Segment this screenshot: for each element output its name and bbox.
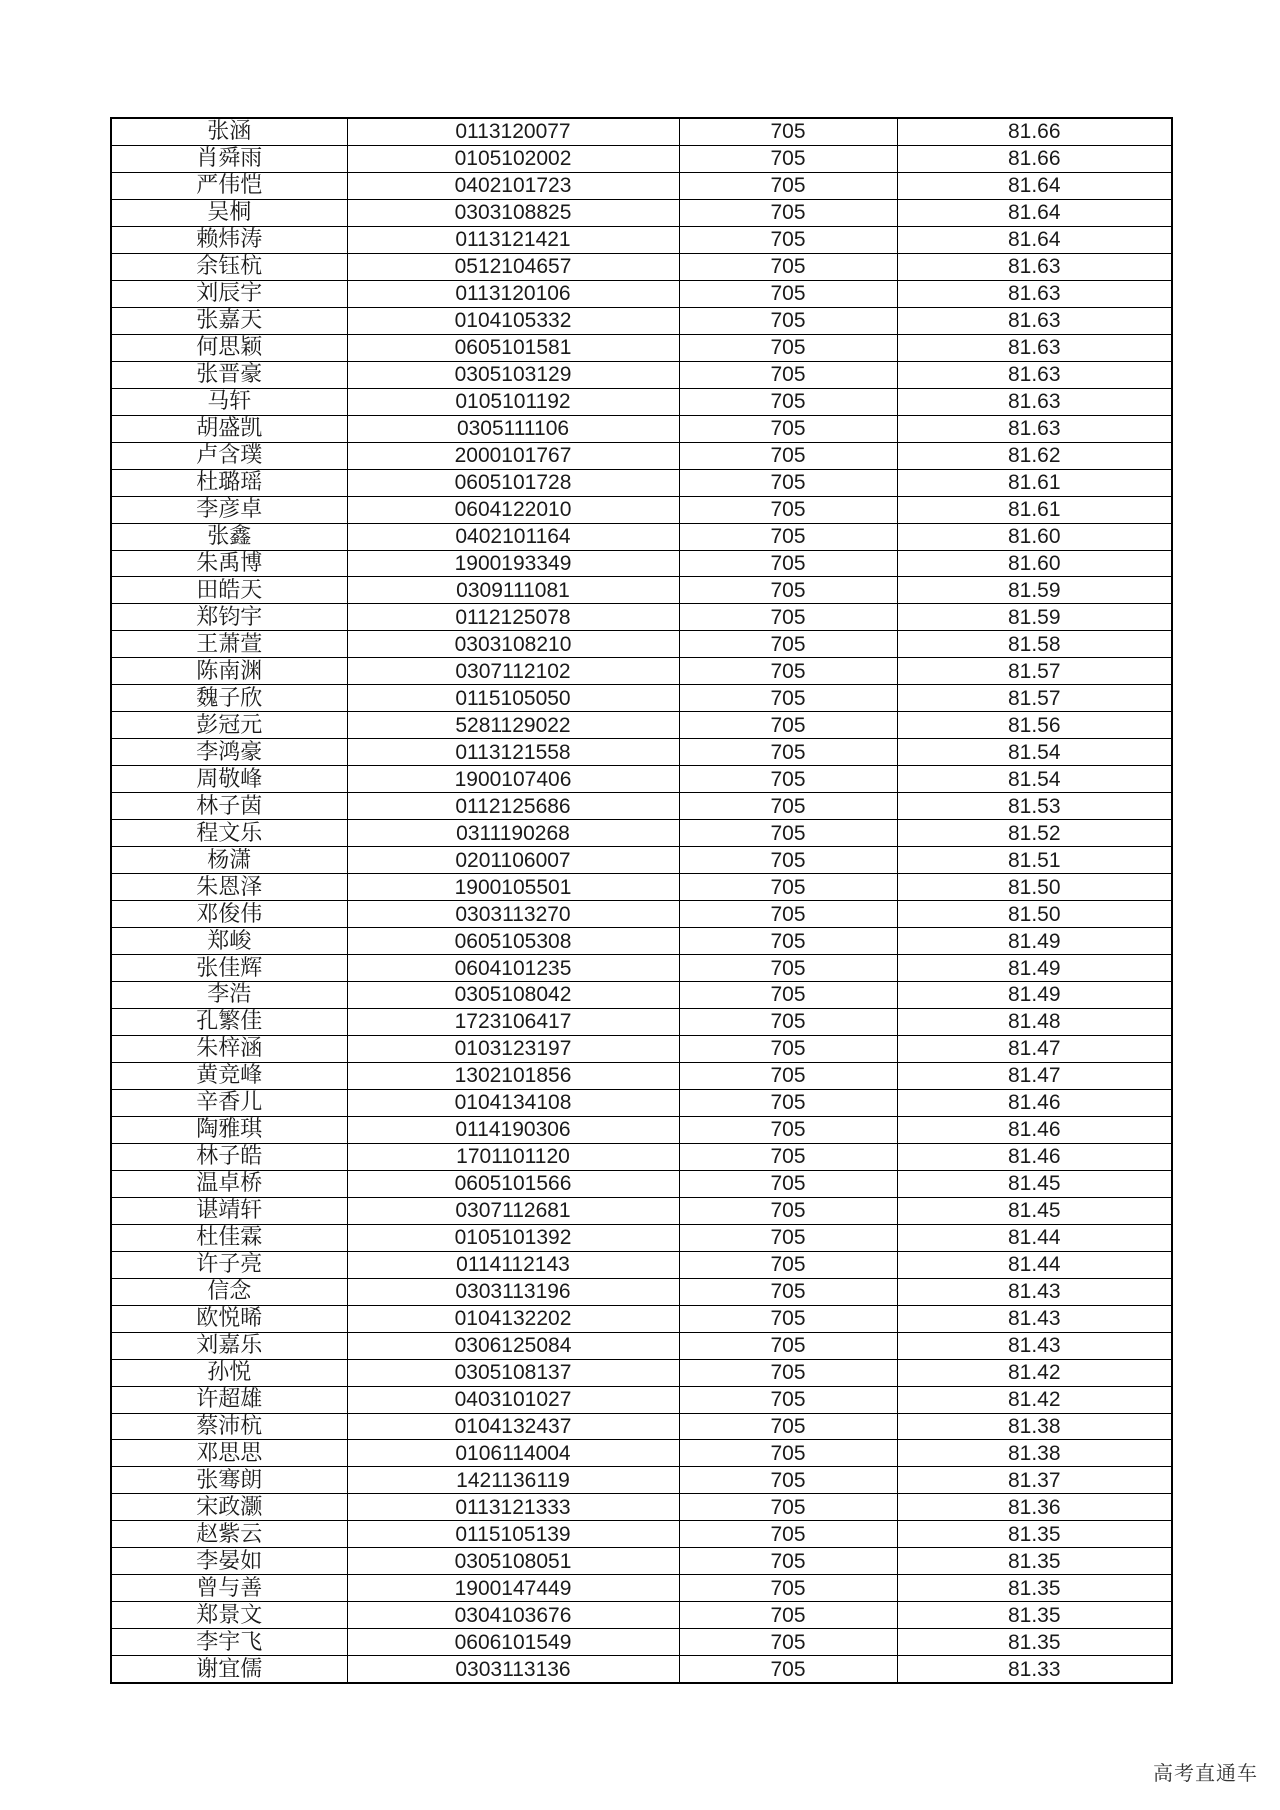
cell-exam-id: 1723106417 [347, 1008, 679, 1035]
cell-name: 田皓天 [111, 577, 347, 604]
table-row [111, 307, 1172, 334]
cell-code: 705 [679, 982, 897, 1009]
cell-code: 705 [679, 334, 897, 361]
table-row [111, 118, 1172, 145]
cell-score: 81.57 [897, 658, 1172, 685]
table-row [111, 1197, 1172, 1224]
cell-code: 705 [679, 928, 897, 955]
cell-code: 705 [679, 469, 897, 496]
cell-name: 魏子欣 [111, 685, 347, 712]
table-row [111, 1035, 1172, 1062]
cell-score: 81.43 [897, 1278, 1172, 1305]
table-row [111, 1116, 1172, 1143]
cell-name: 杨潇 [111, 847, 347, 874]
cell-name: 李宇飞 [111, 1629, 347, 1656]
cell-code: 705 [679, 1413, 897, 1440]
cell-exam-id: 0402101723 [347, 172, 679, 199]
cell-exam-id: 0605101566 [347, 1170, 679, 1197]
watermark-text: 高考直通车 [1153, 1761, 1258, 1785]
cell-name: 朱禹博 [111, 550, 347, 577]
cell-score: 81.66 [897, 145, 1172, 172]
cell-name: 张涵 [111, 118, 347, 145]
cell-score: 81.44 [897, 1251, 1172, 1278]
cell-exam-id: 0114190306 [347, 1116, 679, 1143]
cell-exam-id: 0104105332 [347, 307, 679, 334]
table-row [111, 253, 1172, 280]
cell-name: 余钰杭 [111, 253, 347, 280]
cell-code: 705 [679, 1035, 897, 1062]
cell-name: 辛香儿 [111, 1089, 347, 1116]
cell-code: 705 [679, 577, 897, 604]
cell-score: 81.49 [897, 982, 1172, 1009]
table-row [111, 388, 1172, 415]
cell-score: 81.62 [897, 442, 1172, 469]
cell-name: 邓思思 [111, 1440, 347, 1467]
table-row [111, 631, 1172, 658]
cell-exam-id: 0403101027 [347, 1386, 679, 1413]
cell-code: 705 [679, 1170, 897, 1197]
cell-score: 81.59 [897, 604, 1172, 631]
cell-name: 刘嘉乐 [111, 1332, 347, 1359]
cell-score: 81.38 [897, 1440, 1172, 1467]
cell-code: 705 [679, 388, 897, 415]
cell-score: 81.46 [897, 1089, 1172, 1116]
table-row [111, 172, 1172, 199]
cell-code: 705 [679, 766, 897, 793]
cell-name: 朱恩泽 [111, 874, 347, 901]
cell-code: 705 [679, 1494, 897, 1521]
cell-exam-id: 1701101120 [347, 1143, 679, 1170]
cell-exam-id: 0113121421 [347, 226, 679, 253]
cell-name: 郑钧宇 [111, 604, 347, 631]
cell-exam-id: 0113120106 [347, 280, 679, 307]
cell-score: 81.58 [897, 631, 1172, 658]
cell-name: 肖舜雨 [111, 145, 347, 172]
table-row [111, 1575, 1172, 1602]
cell-name: 张嘉天 [111, 307, 347, 334]
cell-code: 705 [679, 1359, 897, 1386]
table-row [111, 1008, 1172, 1035]
cell-score: 81.66 [897, 118, 1172, 145]
cell-name: 程文乐 [111, 820, 347, 847]
cell-score: 81.47 [897, 1062, 1172, 1089]
table-row [111, 955, 1172, 982]
cell-score: 81.35 [897, 1575, 1172, 1602]
cell-code: 705 [679, 1305, 897, 1332]
cell-score: 81.35 [897, 1629, 1172, 1656]
cell-code: 705 [679, 1251, 897, 1278]
cell-exam-id: 0305108051 [347, 1548, 679, 1575]
cell-score: 81.36 [897, 1494, 1172, 1521]
cell-name: 陶雅琪 [111, 1116, 347, 1143]
cell-exam-id: 1900147449 [347, 1575, 679, 1602]
cell-score: 81.52 [897, 820, 1172, 847]
cell-exam-id: 1900107406 [347, 766, 679, 793]
cell-score: 81.35 [897, 1602, 1172, 1629]
cell-code: 705 [679, 1008, 897, 1035]
table-row [111, 226, 1172, 253]
cell-code: 705 [679, 1575, 897, 1602]
table-row [111, 361, 1172, 388]
cell-code: 705 [679, 874, 897, 901]
cell-code: 705 [679, 1467, 897, 1494]
cell-code: 705 [679, 1332, 897, 1359]
cell-exam-id: 0604122010 [347, 496, 679, 523]
cell-code: 705 [679, 820, 897, 847]
table-row [111, 1359, 1172, 1386]
cell-name: 张骞朗 [111, 1467, 347, 1494]
cell-code: 705 [679, 1278, 897, 1305]
cell-code: 705 [679, 631, 897, 658]
cell-name: 黄竞峰 [111, 1062, 347, 1089]
cell-score: 81.37 [897, 1467, 1172, 1494]
cell-name: 孙悦 [111, 1359, 347, 1386]
cell-exam-id: 0605101728 [347, 469, 679, 496]
cell-score: 81.42 [897, 1359, 1172, 1386]
table-row [111, 874, 1172, 901]
cell-exam-id: 5281129022 [347, 712, 679, 739]
table-row [111, 820, 1172, 847]
cell-exam-id: 0306125084 [347, 1332, 679, 1359]
table-row [111, 1467, 1172, 1494]
cell-exam-id: 0112125078 [347, 604, 679, 631]
cell-code: 705 [679, 172, 897, 199]
cell-score: 81.53 [897, 793, 1172, 820]
cell-name: 彭冠元 [111, 712, 347, 739]
cell-name: 谌靖轩 [111, 1197, 347, 1224]
cell-code: 705 [679, 118, 897, 145]
cell-name: 杜璐瑶 [111, 469, 347, 496]
cell-name: 李浩 [111, 982, 347, 1009]
cell-score: 81.64 [897, 226, 1172, 253]
cell-code: 705 [679, 145, 897, 172]
cell-exam-id: 0303108210 [347, 631, 679, 658]
table-row [111, 199, 1172, 226]
table-row [111, 1251, 1172, 1278]
cell-name: 李晏如 [111, 1548, 347, 1575]
cell-score: 81.38 [897, 1413, 1172, 1440]
cell-score: 81.47 [897, 1035, 1172, 1062]
cell-score: 81.61 [897, 496, 1172, 523]
cell-name: 谢宜儒 [111, 1656, 347, 1683]
cell-name: 许超雄 [111, 1386, 347, 1413]
cell-name: 宋政灏 [111, 1494, 347, 1521]
cell-exam-id: 0112125686 [347, 793, 679, 820]
cell-exam-id: 0105101392 [347, 1224, 679, 1251]
cell-score: 81.63 [897, 415, 1172, 442]
cell-exam-id: 0305111106 [347, 415, 679, 442]
cell-score: 81.44 [897, 1224, 1172, 1251]
cell-score: 81.61 [897, 469, 1172, 496]
cell-name: 郑景文 [111, 1602, 347, 1629]
cell-score: 81.51 [897, 847, 1172, 874]
cell-score: 81.63 [897, 388, 1172, 415]
cell-code: 705 [679, 1089, 897, 1116]
cell-code: 705 [679, 523, 897, 550]
cell-score: 81.46 [897, 1116, 1172, 1143]
cell-score: 81.33 [897, 1656, 1172, 1683]
table-row [111, 1386, 1172, 1413]
cell-exam-id: 0311190268 [347, 820, 679, 847]
cell-name: 欧悦晞 [111, 1305, 347, 1332]
cell-score: 81.63 [897, 334, 1172, 361]
cell-exam-id: 0114112143 [347, 1251, 679, 1278]
cell-exam-id: 0605105308 [347, 928, 679, 955]
table-row [111, 982, 1172, 1009]
cell-score: 81.45 [897, 1170, 1172, 1197]
table-row [111, 1143, 1172, 1170]
cell-name: 郑峻 [111, 928, 347, 955]
cell-code: 705 [679, 1521, 897, 1548]
cell-name: 蔡沛杭 [111, 1413, 347, 1440]
cell-code: 705 [679, 1116, 897, 1143]
cell-score: 81.60 [897, 550, 1172, 577]
cell-exam-id: 0305108042 [347, 982, 679, 1009]
cell-exam-id: 0104132202 [347, 1305, 679, 1332]
cell-code: 705 [679, 1386, 897, 1413]
table-row [111, 685, 1172, 712]
cell-score: 81.56 [897, 712, 1172, 739]
cell-exam-id: 0113121558 [347, 739, 679, 766]
table-row [111, 793, 1172, 820]
cell-exam-id: 1421136119 [347, 1467, 679, 1494]
cell-score: 81.46 [897, 1143, 1172, 1170]
table-row [111, 1494, 1172, 1521]
cell-exam-id: 0115105139 [347, 1521, 679, 1548]
table-row [111, 928, 1172, 955]
cell-code: 705 [679, 658, 897, 685]
cell-exam-id: 1900105501 [347, 874, 679, 901]
cell-name: 刘辰宇 [111, 280, 347, 307]
cell-exam-id: 0606101549 [347, 1629, 679, 1656]
cell-score: 81.60 [897, 523, 1172, 550]
cell-score: 81.54 [897, 739, 1172, 766]
cell-exam-id: 1900193349 [347, 550, 679, 577]
cell-exam-id: 0512104657 [347, 253, 679, 280]
cell-score: 81.43 [897, 1332, 1172, 1359]
table-row [111, 145, 1172, 172]
cell-name: 孔繁佳 [111, 1008, 347, 1035]
cell-score: 81.63 [897, 253, 1172, 280]
cell-score: 81.63 [897, 307, 1172, 334]
table-row [111, 901, 1172, 928]
cell-score: 81.42 [897, 1386, 1172, 1413]
table-row [111, 469, 1172, 496]
cell-score: 81.49 [897, 955, 1172, 982]
cell-code: 705 [679, 955, 897, 982]
cell-name: 张晋豪 [111, 361, 347, 388]
cell-code: 705 [679, 739, 897, 766]
cell-exam-id: 0303113136 [347, 1656, 679, 1683]
cell-name: 吴桐 [111, 199, 347, 226]
cell-name: 林子皓 [111, 1143, 347, 1170]
table-row [111, 739, 1172, 766]
cell-score: 81.48 [897, 1008, 1172, 1035]
cell-name: 朱梓涵 [111, 1035, 347, 1062]
table-row [111, 604, 1172, 631]
table-row [111, 496, 1172, 523]
cell-exam-id: 0305103129 [347, 361, 679, 388]
cell-exam-id: 1302101856 [347, 1062, 679, 1089]
cell-name: 邓俊伟 [111, 901, 347, 928]
cell-code: 705 [679, 226, 897, 253]
cell-score: 81.45 [897, 1197, 1172, 1224]
score-table [110, 117, 1173, 1684]
score-table-body [111, 118, 1172, 1683]
cell-exam-id: 0303108825 [347, 199, 679, 226]
cell-code: 705 [679, 1440, 897, 1467]
cell-code: 705 [679, 1656, 897, 1683]
cell-exam-id: 0605101581 [347, 334, 679, 361]
table-row [111, 712, 1172, 739]
table-row [111, 1656, 1172, 1683]
cell-name: 赖炜涛 [111, 226, 347, 253]
cell-code: 705 [679, 253, 897, 280]
cell-code: 705 [679, 307, 897, 334]
cell-score: 81.43 [897, 1305, 1172, 1332]
table-row [111, 442, 1172, 469]
cell-code: 705 [679, 685, 897, 712]
table-row [111, 1440, 1172, 1467]
cell-exam-id: 0307112681 [347, 1197, 679, 1224]
cell-name: 卢含璞 [111, 442, 347, 469]
table-row [111, 1413, 1172, 1440]
table-row [111, 766, 1172, 793]
cell-score: 81.63 [897, 280, 1172, 307]
cell-code: 705 [679, 712, 897, 739]
table-row [111, 415, 1172, 442]
cell-name: 周敬峰 [111, 766, 347, 793]
cell-score: 81.57 [897, 685, 1172, 712]
cell-code: 705 [679, 550, 897, 577]
table-row [111, 847, 1172, 874]
cell-score: 81.59 [897, 577, 1172, 604]
cell-code: 705 [679, 1224, 897, 1251]
cell-exam-id: 0304103676 [347, 1602, 679, 1629]
cell-exam-id: 0104132437 [347, 1413, 679, 1440]
cell-exam-id: 0309111081 [347, 577, 679, 604]
cell-name: 胡盛凯 [111, 415, 347, 442]
cell-exam-id: 0106114004 [347, 1440, 679, 1467]
table-row [111, 1062, 1172, 1089]
cell-name: 温卓桥 [111, 1170, 347, 1197]
cell-code: 705 [679, 1548, 897, 1575]
cell-exam-id: 0113121333 [347, 1494, 679, 1521]
cell-name: 何思颖 [111, 334, 347, 361]
cell-code: 705 [679, 496, 897, 523]
cell-code: 705 [679, 1602, 897, 1629]
cell-exam-id: 0115105050 [347, 685, 679, 712]
cell-exam-id: 0307112102 [347, 658, 679, 685]
cell-code: 705 [679, 442, 897, 469]
cell-name: 张鑫 [111, 523, 347, 550]
cell-score: 81.54 [897, 766, 1172, 793]
table-row [111, 1224, 1172, 1251]
table-row [111, 1332, 1172, 1359]
cell-code: 705 [679, 415, 897, 442]
cell-name: 张佳辉 [111, 955, 347, 982]
cell-score: 81.64 [897, 199, 1172, 226]
cell-score: 81.35 [897, 1521, 1172, 1548]
cell-exam-id: 0402101164 [347, 523, 679, 550]
table-row [111, 1629, 1172, 1656]
cell-name: 信念 [111, 1278, 347, 1305]
cell-exam-id: 0104134108 [347, 1089, 679, 1116]
cell-score: 81.64 [897, 172, 1172, 199]
table-row [111, 523, 1172, 550]
cell-exam-id: 0305108137 [347, 1359, 679, 1386]
cell-code: 705 [679, 361, 897, 388]
cell-exam-id: 0303113270 [347, 901, 679, 928]
table-row [111, 550, 1172, 577]
cell-exam-id: 0105102002 [347, 145, 679, 172]
cell-code: 705 [679, 1197, 897, 1224]
cell-name: 赵紫云 [111, 1521, 347, 1548]
cell-code: 705 [679, 793, 897, 820]
table-row [111, 1305, 1172, 1332]
cell-score: 81.63 [897, 361, 1172, 388]
cell-score: 81.49 [897, 928, 1172, 955]
table-row [111, 1278, 1172, 1305]
cell-code: 705 [679, 1629, 897, 1656]
cell-code: 705 [679, 604, 897, 631]
cell-code: 705 [679, 199, 897, 226]
cell-name: 严伟恺 [111, 172, 347, 199]
cell-code: 705 [679, 280, 897, 307]
table-row [111, 658, 1172, 685]
cell-exam-id: 0303113196 [347, 1278, 679, 1305]
cell-exam-id: 2000101767 [347, 442, 679, 469]
table-row [111, 577, 1172, 604]
cell-name: 曾与善 [111, 1575, 347, 1602]
cell-score: 81.35 [897, 1548, 1172, 1575]
table-row [111, 1089, 1172, 1116]
cell-exam-id: 0103123197 [347, 1035, 679, 1062]
cell-code: 705 [679, 901, 897, 928]
cell-exam-id: 0604101235 [347, 955, 679, 982]
cell-name: 李彦卓 [111, 496, 347, 523]
cell-name: 许子亮 [111, 1251, 347, 1278]
cell-score: 81.50 [897, 901, 1172, 928]
table-row [111, 1548, 1172, 1575]
cell-exam-id: 0105101192 [347, 388, 679, 415]
table-row [111, 280, 1172, 307]
table-row [111, 1170, 1172, 1197]
cell-name: 林子茵 [111, 793, 347, 820]
cell-score: 81.50 [897, 874, 1172, 901]
cell-code: 705 [679, 1062, 897, 1089]
cell-name: 杜佳霖 [111, 1224, 347, 1251]
table-row [111, 1521, 1172, 1548]
cell-code: 705 [679, 847, 897, 874]
table-row [111, 1602, 1172, 1629]
cell-name: 李鸿豪 [111, 739, 347, 766]
cell-code: 705 [679, 1143, 897, 1170]
cell-name: 马轩 [111, 388, 347, 415]
cell-name: 王萧萱 [111, 631, 347, 658]
cell-exam-id: 0113120077 [347, 118, 679, 145]
cell-exam-id: 0201106007 [347, 847, 679, 874]
cell-name: 陈南渊 [111, 658, 347, 685]
table-row [111, 334, 1172, 361]
